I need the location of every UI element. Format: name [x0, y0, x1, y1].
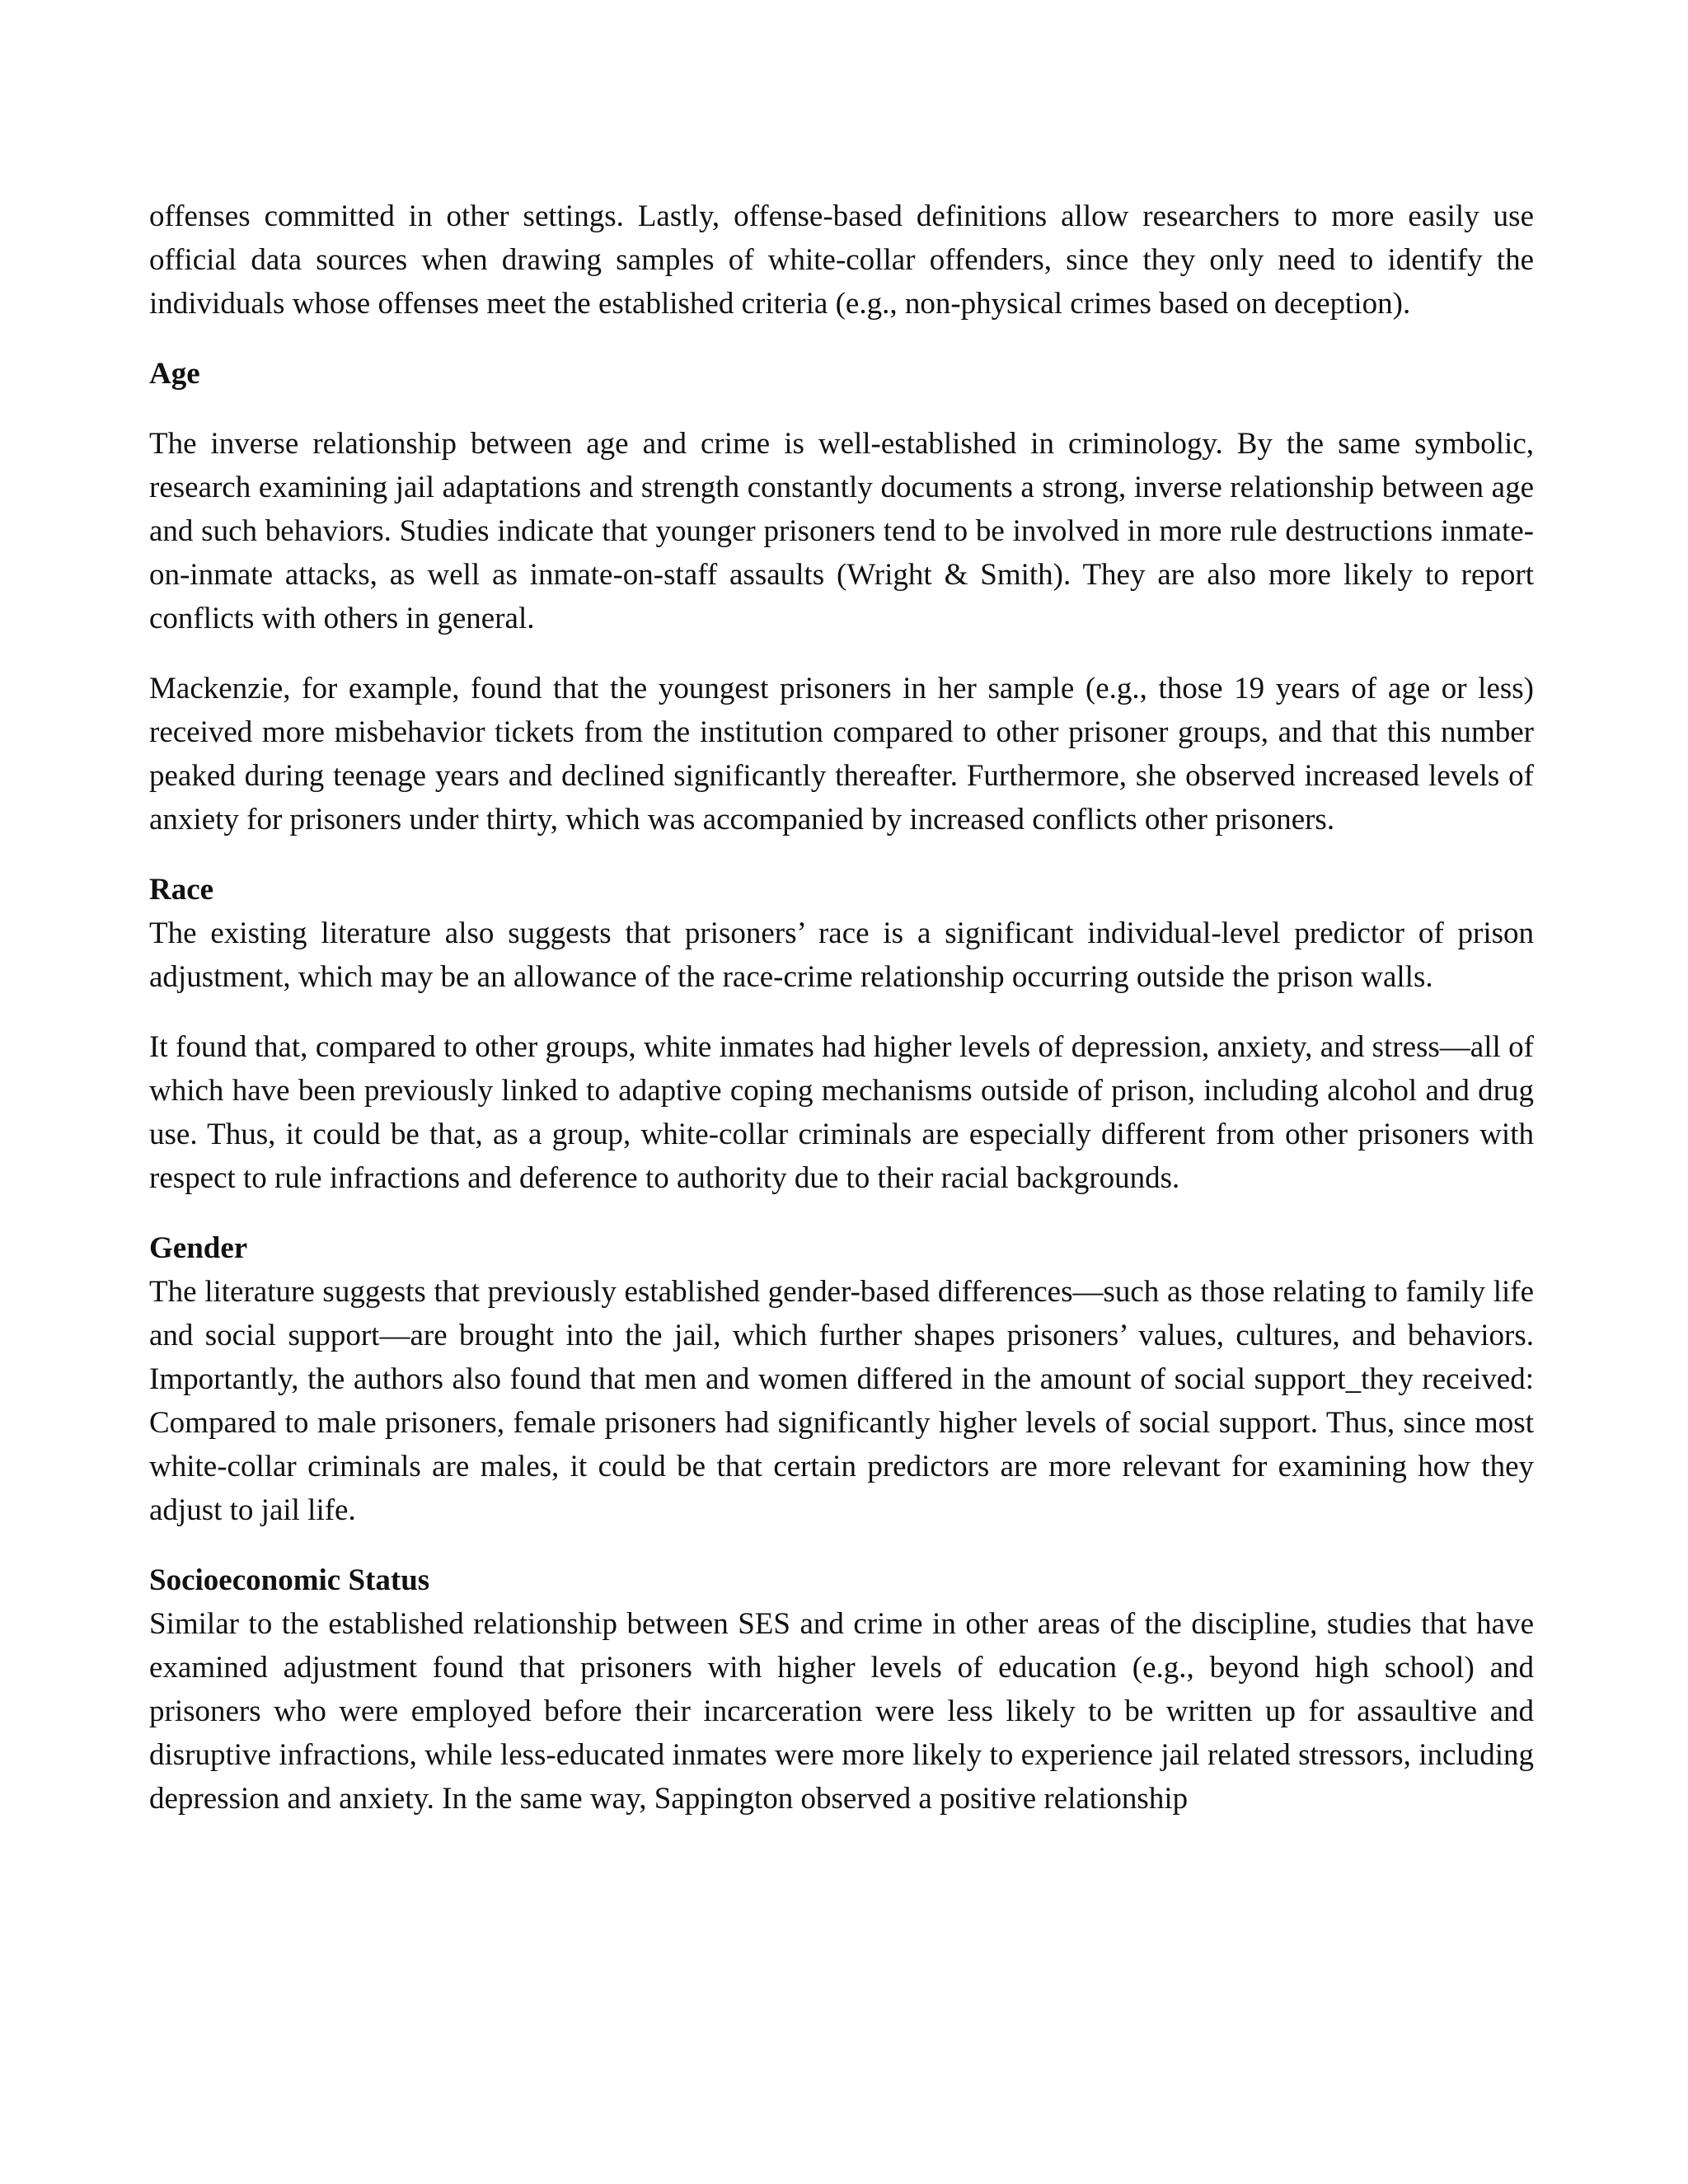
- heading-age: Age: [149, 357, 200, 391]
- heading-socioeconomic-status: Socioeconomic Status: [149, 1563, 430, 1597]
- paragraph-gender-1: The literature suggests that previously established gender-based differences—such as those relating to family life and social support—are brought into the jail, which further shapes prisoners’ values, cultures, and behaviors. Importantly, the authors also found that men and women differed in the amount of social support_they received: Compared to male prisoners, female prisoners had significantly higher levels of social support. Thus, since most white-collar criminals are males, it could be that certain predictors are more relevant for examining how they adjust to jail life.: [149, 1275, 1534, 1527]
- document-page: [149, 194, 1534, 1821]
- heading-race: Race: [149, 873, 214, 907]
- paragraph-race-2: It found that, compared to other groups, white inmates had higher levels of depression, anxiety, and stress—all of which have been previously linked to adaptive coping mechanisms outside of prison, including alcohol and drug use. Thus, it could be that, as a group, white-collar criminals are especially different from other prisoners with respect to rule infractions and deference to authority due to their racial backgrounds.: [149, 1030, 1534, 1195]
- paragraph-race-1: The existing literature also suggests that prisoners’ race is a significant individual-level predictor of prison adjustment, which may be an allowance of the race-crime relationship occurring outside the prison walls.: [149, 916, 1534, 994]
- paragraph-ses-1: Similar to the established relationship between SES and crime in other areas of the discipline, studies that have examined adjustment found that prisoners with higher levels of education (e.g., beyond high school) and prisoners who were employed before their incarceration were less likely to be written up for assaultive and disruptive infractions, while less-educated inmates were more likely to experience jail related stressors, including depression and anxiety. In the same way, Sappington observed a positive relationship: [149, 1607, 1534, 1816]
- paragraph-age-2: Mackenzie, for example, found that the youngest prisoners in her sample (e.g., those 19 years of age or less) received more misbehavior tickets from the institution compared to other prisoner groups, and that this number peaked during teenage years and declined significantly thereafter. Furthermore, she observed increased levels of anxiety for prisoners under thirty, which was accompanied by increased conflicts other prisoners.: [149, 672, 1534, 837]
- paragraph-intro-continued: offenses committed in other settings. Lastly, offense-based definitions allow researchers to more easily use official data sources when drawing samples of white-collar offenders, since they only need to identify the individuals whose offenses meet the established criteria (e.g., non-physical crimes based on deception).: [149, 199, 1534, 321]
- heading-gender: Gender: [149, 1231, 248, 1265]
- paragraph-age-1: The inverse relationship between age and crime is well-established in criminology. By the same symbolic, research examining jail adaptations and strength constantly documents a strong, inverse relationship between age and such behaviors. Studies indicate that younger prisoners tend to be involved in more rule destructions inmate-on-inmate attacks, as well as inmate-on-staff assaults (Wright & Smith). They are also more likely to report conflicts with others in general.: [149, 427, 1534, 635]
